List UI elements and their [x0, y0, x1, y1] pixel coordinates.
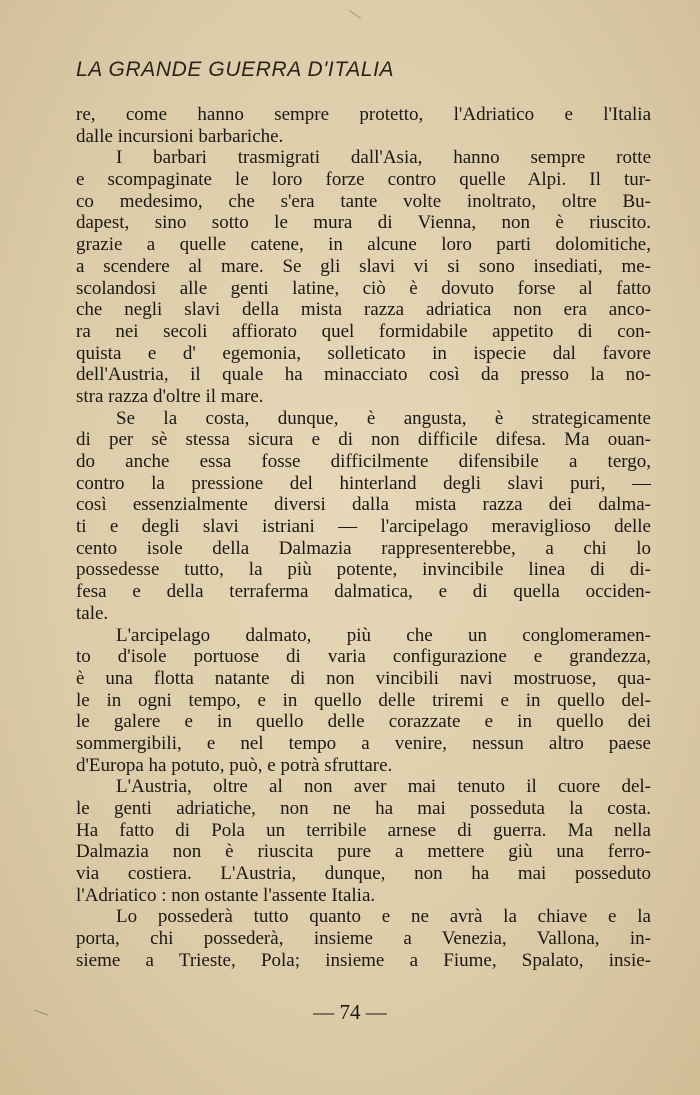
text-line: d'Europa ha potuto, può, e potrà sfruttare. [76, 754, 393, 776]
page-number: — 74 — [313, 1000, 387, 1024]
text-line: Dalmazia non è riuscita pure a mettere giù una ferro- [76, 841, 651, 863]
text-line: possedesse tutto, la più potente, invincibile linea di di- [76, 559, 651, 581]
text-line: via costiera. L'Austria, dunque, non ha mai posseduto [76, 863, 651, 885]
text-line: dalle incursioni barbariche. [76, 125, 284, 147]
text-line: dapest, sino sotto le mura di Vienna, non è riuscito. [76, 212, 651, 234]
text-line: Se la costa, dunque, è angusta, è strategicamente [116, 407, 651, 429]
text-line: le genti adriatiche, non ne ha mai posseduta la costa. [76, 798, 651, 819]
text-line: I barbari trasmigrati dall'Asia, hanno sempre rotte [116, 147, 651, 169]
text-line: L'arcipelago dalmato, più che un conglomeramen- [116, 624, 651, 646]
text-line: così essenzialmente diversi dalla mista razza dei dalma- [76, 494, 651, 516]
body-text [76, 104, 651, 972]
text-line: stra razza d'oltre il mare. [76, 385, 264, 407]
text-line: dell'Austria, il quale ha minacciato così da presso la no- [76, 364, 651, 386]
text-line: fesa e della terraferma dalmatica, e di quella occiden- [76, 581, 651, 603]
text-line: che negli slavi della mista razza adriatica non era anco- [76, 299, 651, 321]
text-line: ra nei secoli affiorato quel formidabile appetito di con- [76, 320, 651, 342]
text-line: contro la pressione del hinterland degli slavi puri, — [76, 472, 651, 494]
text-line: co medesimo, che s'era tante volte inoltrato, oltre Bu- [76, 190, 651, 212]
text-line: e scompaginate le loro forze contro quelle Alpi. Il tur- [76, 169, 651, 191]
text-line: quista e d' egemonia, solleticato in ispecie dal favore [76, 342, 651, 364]
text-line: Lo possederà tutto quanto e ne avrà la chiave e la [116, 906, 651, 928]
text-line: Ha fatto di Pola un terribile arnese di guerra. Ma nella [76, 819, 651, 841]
text-line: ti e degli slavi istriani — l'arcipelago meraviglioso delle [76, 516, 651, 538]
text-line: do anche essa fosse difficilmente difensibile a tergo, [76, 451, 651, 472]
text-line: è una flotta natante di non vincibili navi mostruose, qua- [76, 667, 651, 689]
text-line: grazie a quelle catene, in alcune loro parti dolomitiche, [76, 234, 651, 256]
text-line: sieme a Trieste, Pola; insieme a Fiume, Spalato, insie- [76, 949, 651, 971]
text-line: le in ogni tempo, e in quello delle triremi e in quello del- [76, 689, 651, 711]
text-line: L'Austria, oltre al non aver mai tenuto il cuore del- [116, 776, 651, 798]
text-line: scolandosi alle genti latine, ciò è dovuto forse al fatto [76, 277, 651, 299]
text-line: a scendere al mare. Se gli slavi vi si sono insediati, me- [76, 255, 651, 277]
text-line: to d'isole portuose di varia configurazione e grandezza, [76, 646, 651, 668]
top-edge-mark [349, 10, 361, 19]
text-line: re, come hanno sempre protetto, l'Adriatico e l'Italia [76, 104, 651, 125]
text-line: di per sè stessa sicura e di non difficile difesa. Ma ouan- [76, 429, 651, 451]
text-line: le galere e in quello delle corazzate e in quello dei [76, 711, 651, 733]
running-head: LA GRANDE GUERRA D'ITALIA [76, 58, 395, 81]
text-line: l'Adriatico : non ostante l'assente Italia. [76, 884, 376, 906]
text-line: sommergibili, e nel tempo a venire, nessun altro paese [76, 732, 651, 754]
text-line: cento isole della Dalmazia rappresenterebbe, a chi lo [76, 537, 651, 559]
text-line: tale. [76, 602, 109, 624]
text-line: porta, chi possederà, insieme a Venezia, Vallona, in- [76, 928, 651, 950]
